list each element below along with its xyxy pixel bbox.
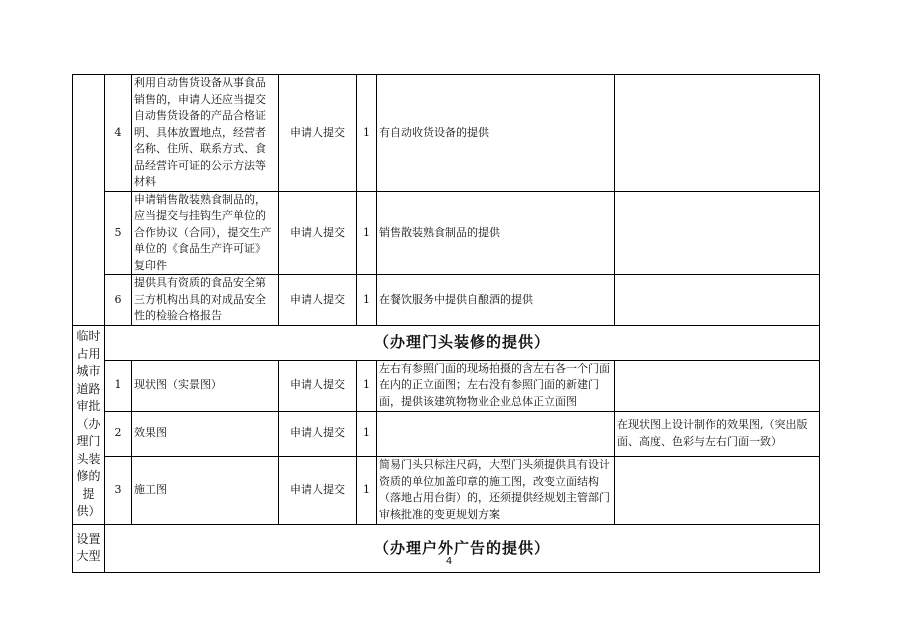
condition-cell: 在餐饮服务中提供自酿酒的提供	[377, 275, 615, 326]
row-number: 4	[105, 75, 132, 192]
quantity-cell: 1	[357, 360, 377, 411]
quantity-cell: 1	[357, 411, 377, 456]
condition-cell: 左右有参照门面的现场拍摄的含左右各一个门面在内的正立面图；左右没有参照门面的新建门面，提供该建筑物物业企业总体正立面图	[377, 360, 615, 411]
material-cell: 施工图	[132, 456, 279, 524]
category-cell: 临时占用城市道路审批（办理门头装修的提供）	[73, 325, 105, 524]
note-cell	[615, 456, 820, 524]
submitter-cell: 申请人提交	[279, 411, 357, 456]
row-number: 3	[105, 456, 132, 524]
section-header-row	[73, 325, 820, 360]
row-number: 6	[105, 275, 132, 326]
note-cell	[615, 275, 820, 326]
material-cell: 利用自动售货设备从事食品销售的，申请人还应当提交自动售货设备的产品合格证明、具体放置地点，经营者名称、住所、联系方式、食品经营许可证的公示方法等材料	[132, 75, 279, 192]
requirements-table	[72, 74, 820, 573]
table-row	[73, 360, 820, 411]
condition-cell	[377, 411, 615, 456]
section-title: （办理门头装修的提供）	[105, 325, 820, 360]
note-cell: 在现状图上设计制作的效果图,（突出版面、高度、色彩与左右门面一致）	[615, 411, 820, 456]
row-number: 2	[105, 411, 132, 456]
submitter-cell: 申请人提交	[279, 191, 357, 275]
quantity-cell: 1	[357, 456, 377, 524]
table-row	[73, 75, 820, 192]
table-row	[73, 411, 820, 456]
material-cell: 申请销售散装熟食制品的，应当提交与挂钩生产单位的合作协议（合同），提交生产单位的《食品生产许可证》复印件	[132, 191, 279, 275]
condition-cell: 简易门头只标注尺码，大型门头须提供具有设计资质的单位加盖印章的施工图，改变立面结构（落地占用台街）的，还须提供经规划主管部门审核批准的变更规划方案	[377, 456, 615, 524]
row-number: 5	[105, 191, 132, 275]
material-cell: 效果图	[132, 411, 279, 456]
page-number: 4	[445, 556, 453, 567]
quantity-cell: 1	[357, 275, 377, 326]
condition-cell: 有自动收货设备的提供	[377, 75, 615, 192]
table-row	[73, 275, 820, 326]
note-cell	[615, 75, 820, 192]
note-cell	[615, 191, 820, 275]
submitter-cell: 申请人提交	[279, 275, 357, 326]
condition-cell: 销售散装熟食制品的提供	[377, 191, 615, 275]
table-row	[73, 456, 820, 524]
submitter-cell: 申请人提交	[279, 456, 357, 524]
note-cell	[615, 360, 820, 411]
quantity-cell: 1	[357, 75, 377, 192]
submitter-cell: 申请人提交	[279, 360, 357, 411]
submitter-cell: 申请人提交	[279, 75, 357, 192]
category-cell: 设置大型	[73, 524, 105, 572]
material-cell: 现状图（实景图）	[132, 360, 279, 411]
category-cell-empty	[73, 75, 105, 326]
section-title: （办理户外广告的提供）	[105, 524, 820, 572]
material-cell: 提供具有资质的食品安全第三方机构出具的对成品安全性的检验合格报告	[132, 275, 279, 326]
quantity-cell: 1	[357, 191, 377, 275]
row-number: 1	[105, 360, 132, 411]
table-row	[73, 191, 820, 275]
